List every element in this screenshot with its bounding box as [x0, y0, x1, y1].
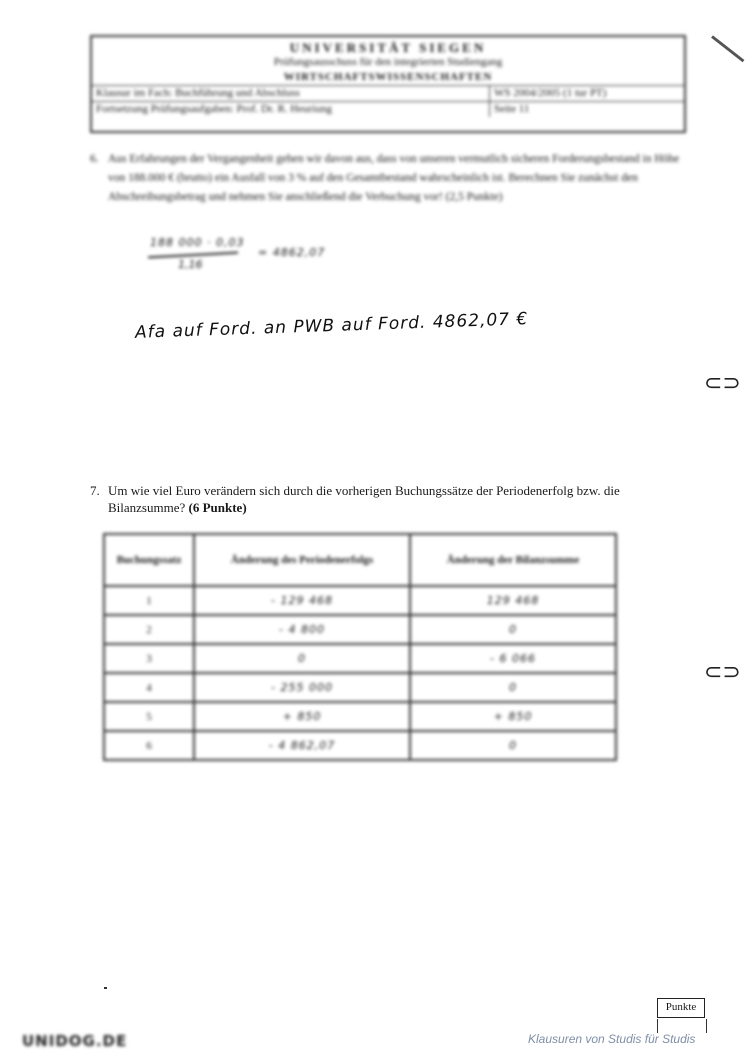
- continuation-row: [92, 102, 684, 117]
- row-number: 5: [104, 702, 194, 731]
- col-header-periodenerfolg: Änderung des Periodenerfolgs: [194, 534, 410, 586]
- row-number: 6: [104, 731, 194, 760]
- question-6-text: Aus Erfahrungen der Vergangenheit gehen wir davon aus, dass von unseren vermutlich sicheren Forderungsbestand in Höhe von 188.000 € (brutto) ein Ausfall von 3 % auf den Gesamtbestand wahrscheinlich ist. Berechnen Sie zunächst den Abschreibungsbetrag und nehmen Sie anschließend die Verbuchung vor! (2,5 Punkte): [108, 153, 680, 203]
- bilanz-value: 0: [410, 731, 616, 760]
- ink-speck: [104, 987, 107, 989]
- punkte-score-area: [657, 1019, 707, 1033]
- erfolg-value: - 129 468: [194, 586, 410, 615]
- row-number: 2: [104, 615, 194, 644]
- semester: WS 2004/2005 (1 tur PT): [494, 87, 607, 99]
- table-row: [104, 673, 616, 702]
- calc-result: = 4862,07: [258, 246, 326, 259]
- pen-stroke-mark: [711, 35, 744, 62]
- question-7-text: [108, 482, 700, 516]
- table-row: [104, 644, 616, 673]
- hole-punch-mark: ⊂⊃: [704, 660, 741, 685]
- bilanz-value: + 850: [410, 702, 616, 731]
- row-number: 1: [104, 586, 194, 615]
- page-number: Seite 11: [494, 103, 530, 115]
- footer-logo: UNIDOG.DE: [22, 1032, 128, 1050]
- question-6: [90, 150, 690, 207]
- bilanz-value: 129 468: [410, 586, 616, 615]
- program-line: WIRTSCHAFTSWISSENSCHAFTEN: [92, 70, 684, 86]
- question-7-points: (6 Punkte): [188, 500, 247, 515]
- table-row: [104, 586, 616, 615]
- booking-entry: Afa auf Ford. an PWB auf Ford. 4862,07 €: [134, 309, 529, 343]
- footer-tagline: Klausuren von Studis für Studis: [528, 1032, 696, 1046]
- question-7: [90, 482, 700, 516]
- bilanz-value: 0: [410, 673, 616, 702]
- question-7-number: 7.: [90, 483, 100, 498]
- erfolg-value: - 4 800: [194, 615, 410, 644]
- row-number: 4: [104, 673, 194, 702]
- exam-subject-row: [92, 86, 684, 102]
- committee-line: Prüfungsausschuss für den integrierten Studiengang: [273, 56, 503, 68]
- question-6-number: 6.: [90, 153, 99, 165]
- erfolg-value: - 4 862,07: [194, 731, 410, 760]
- erfolg-value: 0: [194, 644, 410, 673]
- col-header-buchungssatz: Buchungssatz: [104, 534, 194, 586]
- table-row: [104, 615, 616, 644]
- calc-denominator: 1,16: [178, 258, 203, 271]
- results-table: [103, 533, 617, 761]
- col-header-bilanzsumme: Änderung der Bilanzsumme: [410, 534, 616, 586]
- continuation-text: Fortsetzung Prüfungsaufgaben: Prof. Dr. R. Heuriung: [92, 102, 490, 117]
- table-row: [104, 702, 616, 731]
- erfolg-value: - 255 000: [194, 673, 410, 702]
- university-name: UNIVERSITÄT SIEGEN: [289, 40, 487, 55]
- hole-punch-mark: ⊂⊃: [704, 371, 741, 396]
- bilanz-value: - 6 066: [410, 644, 616, 673]
- bilanz-value: 0: [410, 615, 616, 644]
- row-number: 3: [104, 644, 194, 673]
- exam-subject: Klausur im Fach: Buchführung und Abschluss: [92, 86, 490, 101]
- exam-header: [90, 35, 686, 133]
- question-7-body: Um wie viel Euro verändern sich durch die vorherigen Buchungssätze der Periodenerfolg bzw. die Bilanzsumme?: [108, 483, 620, 515]
- erfolg-value: + 850: [194, 702, 410, 731]
- table-row: [104, 731, 616, 760]
- table-header-row: [104, 534, 616, 586]
- calc-numerator: 188 000 · 0,03: [150, 236, 245, 249]
- punkte-box: Punkte: [657, 998, 705, 1018]
- fraction-line: [148, 252, 238, 258]
